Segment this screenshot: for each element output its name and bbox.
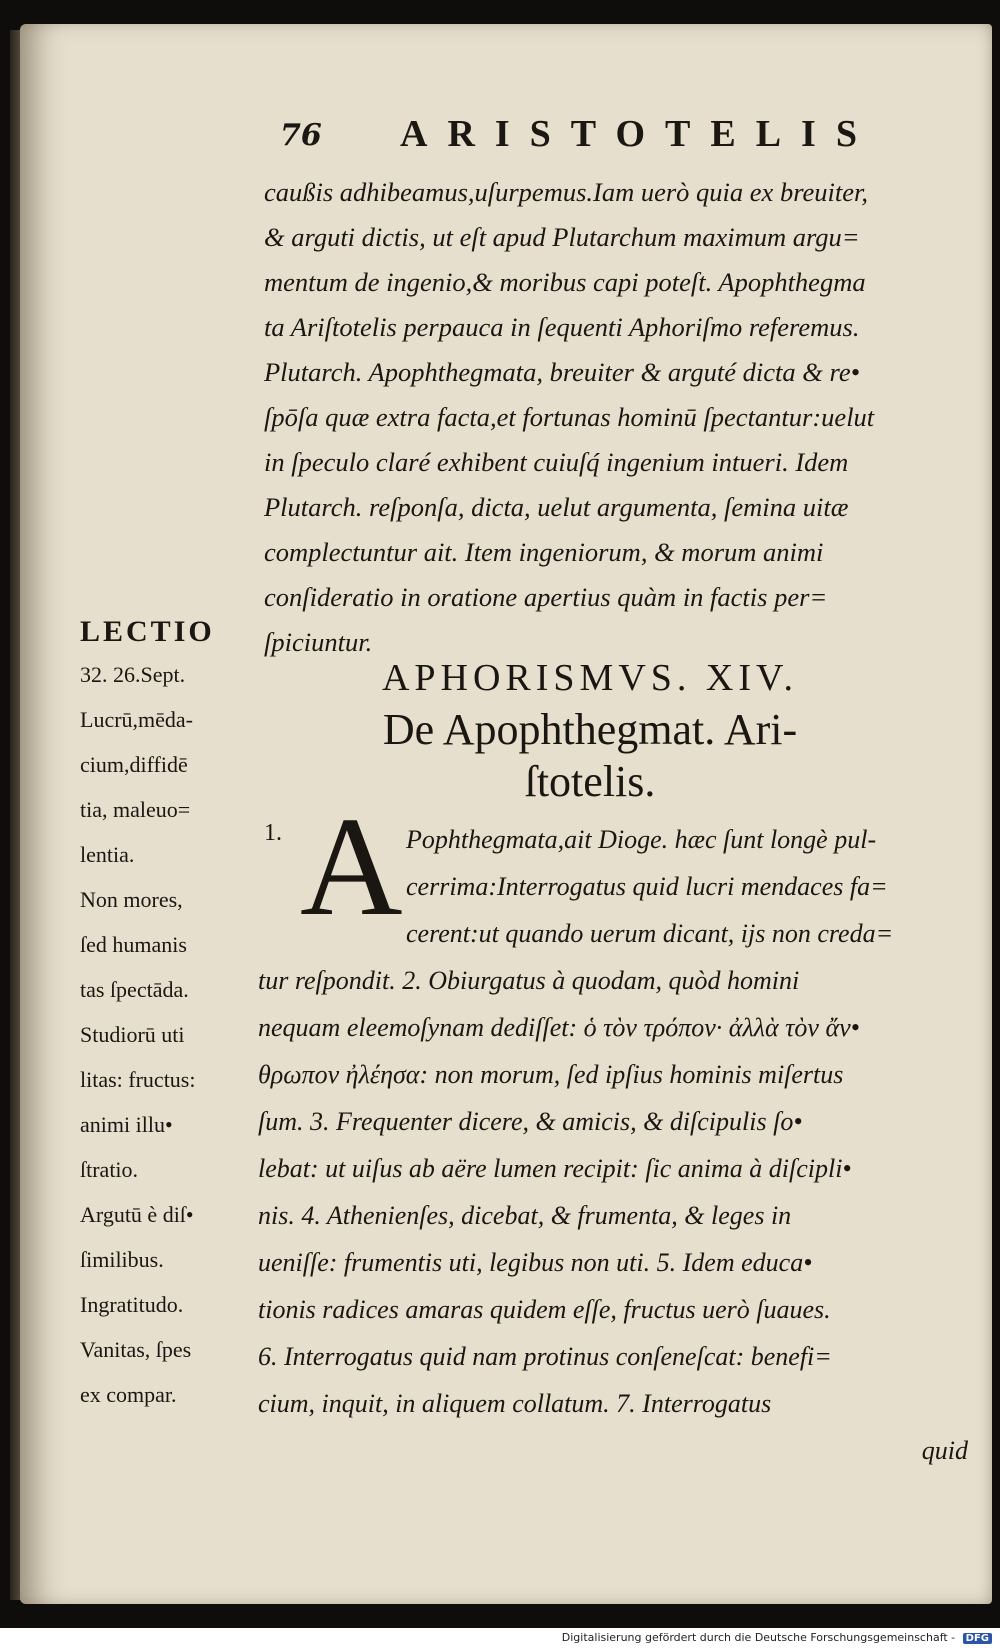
text-line: tionis radices amaras quidem eſſe, fructus uerò ſuaues. — [258, 1295, 831, 1324]
margin-note-lectio: LECTIO — [80, 615, 215, 648]
margin-notes — [80, 612, 270, 1417]
text-line: ta Ariſtotelis perpauca in ſequenti Aphoriſmo referemus. — [264, 312, 860, 342]
text-line: ſpiciuntur. — [264, 627, 373, 657]
margin-note: tas ſpectāda. — [80, 977, 189, 1002]
text-line: θρωπον ἠλέησα: non morum, ſed ipſius hominis miſertus — [258, 1060, 844, 1089]
text-line: nequam eleemoſynam dediſſet: ὁ τὸν τρόπον· ἀλλὰ τὸν ἄν• — [258, 1013, 860, 1042]
aphorism-text — [258, 816, 968, 1474]
text-line: ſum. 3. Frequenter dicere, & amicis, & diſcipulis ſo• — [258, 1107, 803, 1136]
margin-note: lentia. — [80, 842, 135, 867]
dfg-logo[interactable]: DFG — [963, 1633, 992, 1644]
margin-note: litas: fructus: — [80, 1067, 196, 1092]
text-line: mentum de ingenio,& moribus capi poteſt. Apophthegma — [264, 267, 866, 297]
text-line: in ſpeculo claré exhibent cuiuſq́ ingenium intueri. Idem — [264, 447, 849, 477]
margin-note: ex compar. — [80, 1382, 177, 1407]
page-number: 76 — [280, 118, 322, 153]
body-text-top — [264, 170, 964, 665]
heading-line-1: APHORISMVS. XIV. — [381, 657, 799, 699]
margin-note: Vanitas, ſpes — [80, 1337, 192, 1362]
text-line: complectuntur ait. Item ingeniorum, & morum animi — [264, 537, 824, 567]
text-line: lebat: ut uiſus ab aëre lumen recipit: ſic anima à diſcipli• — [258, 1154, 852, 1183]
margin-note: Argutū è diſ• — [80, 1202, 194, 1227]
text-line: cium, inquit, in aliquem collatum. 7. Interrogatus — [258, 1389, 772, 1418]
margin-note: ſed humanis — [80, 932, 187, 957]
text-line: ſpōſa quæ extra facta,et fortunas hominū ſpectantur:uelut — [264, 402, 875, 432]
heading-line-2: De Apophthegmat. Ari- — [382, 705, 798, 754]
margin-note: 32. 26.Sept. — [80, 662, 186, 687]
text-line: cerent:ut quando uerum dicant, ijs non creda= — [406, 919, 894, 948]
text-line: conſideratio in oratione apertius quàm in factis per= — [264, 582, 828, 612]
text-line: Plutarch. reſponſa, dicta, uelut argumenta, ſemina uitæ — [264, 492, 849, 522]
running-title: ARISTOTELIS — [400, 113, 877, 155]
text-line: ueniſſe: frumentis uti, legibus non uti. 5. Idem educa• — [258, 1248, 813, 1277]
margin-note: animi illu• — [80, 1112, 173, 1137]
footer-bar — [0, 1628, 1000, 1650]
margin-note: Lucrū,mēda- — [80, 707, 193, 732]
funding-notice — [562, 1631, 992, 1644]
text-line: Plutarch. Apophthegmata, breuiter & arguté dicta & re• — [264, 357, 860, 387]
text-line: caußis adhibeamus,uſurpemus.Iam uerò quia ex breuiter, — [264, 177, 869, 207]
aphorism-heading — [270, 652, 910, 808]
text-line: & arguti dictis, ut eſt apud Plutarchum maximum argu= — [264, 222, 860, 252]
funding-text: Digitalisierung gefördert durch die Deutsche Forschungsgemeinschaft - — [561, 1631, 956, 1644]
running-head — [280, 112, 877, 164]
text-line: tur reſpondit. 2. Obiurgatus à quodam, quòd homini — [258, 966, 800, 995]
drop-capital: A — [300, 787, 403, 945]
margin-note: Ingratitudo. — [80, 1292, 184, 1317]
item-number: 1. — [264, 820, 282, 846]
catchword: quid — [921, 1436, 968, 1465]
text-line: nis. 4. Athenienſes, dicebat, & frumenta, & leges in — [258, 1201, 792, 1230]
margin-note: ſtratio. — [80, 1157, 139, 1182]
margin-note: Non mores, — [80, 887, 183, 912]
margin-note: Studiorū uti — [80, 1022, 185, 1047]
margin-note: tia, maleuo= — [80, 797, 191, 822]
heading-line-3: ſtotelis. — [524, 757, 656, 806]
margin-note: ſimilibus. — [80, 1247, 164, 1272]
margin-note: cium,diffidē — [80, 752, 188, 777]
text-line: 6. Interrogatus quid nam protinus conſeneſcat: benefi= — [258, 1342, 832, 1371]
text-line: Pophthegmata,ait Dioge. hæc ſunt longè pul- — [406, 825, 877, 854]
text-line: cerrima:Interrogatus quid lucri mendaces fa= — [406, 872, 888, 901]
